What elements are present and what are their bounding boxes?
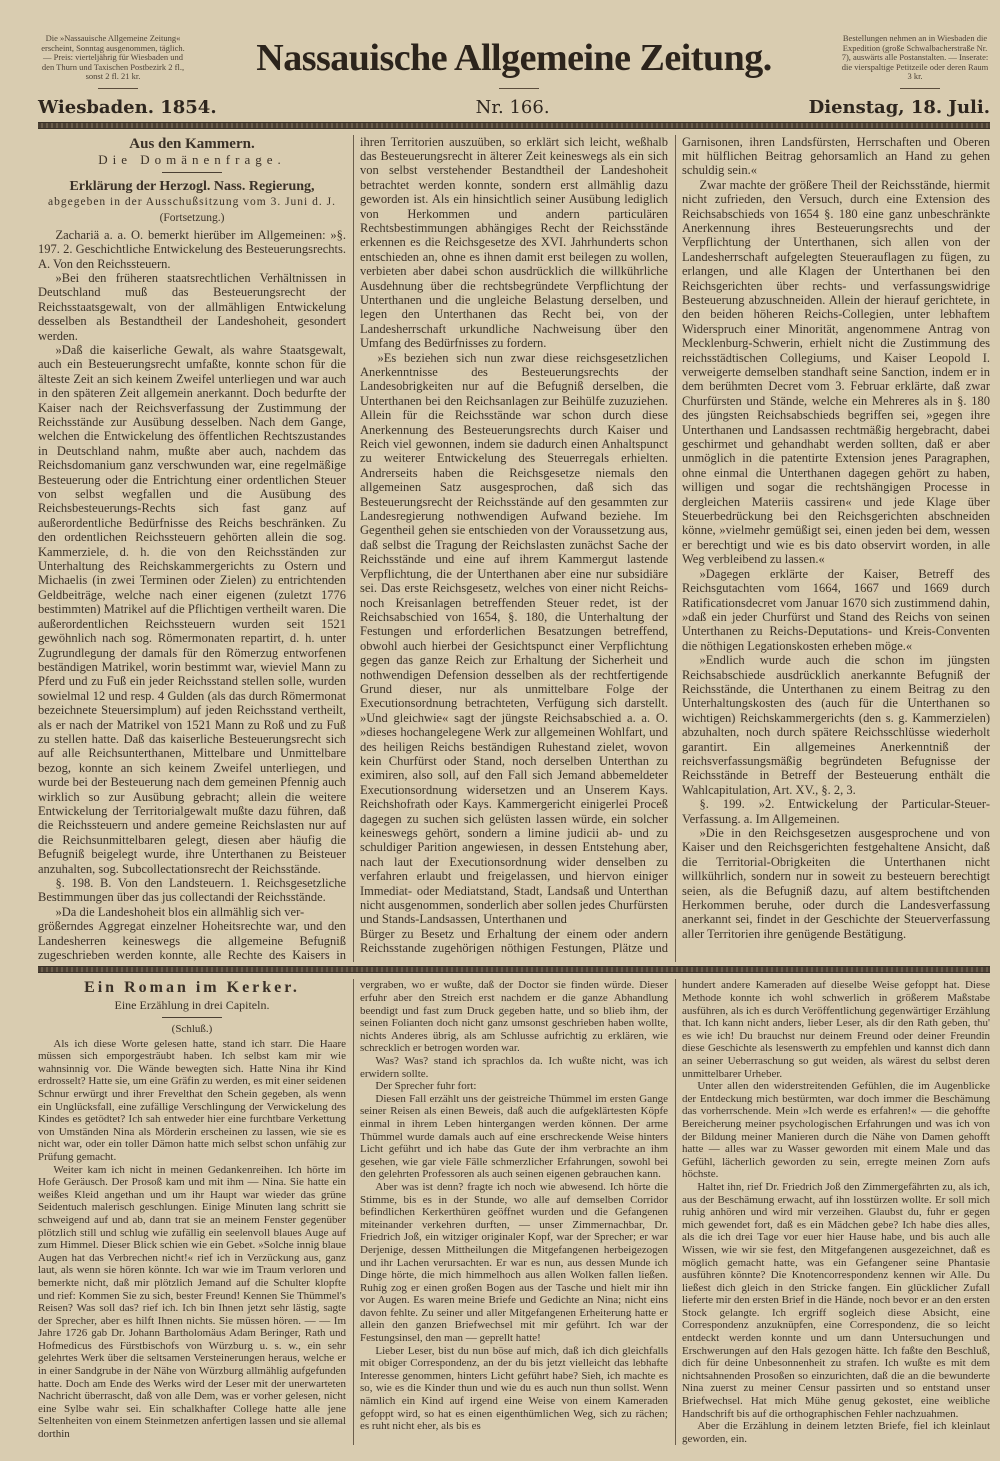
divider	[162, 1017, 222, 1018]
feuilleton-subtitle: Eine Erzählung in drei Capiteln.	[114, 998, 270, 1013]
section-heading: Aus den Kammern.	[129, 135, 255, 152]
place-year: Wiesbaden. 1854.	[38, 96, 217, 118]
continuation-note: (Schluß.)	[171, 1023, 213, 1036]
article-subtitle: abgegeben in der Ausschußsitzung vom 3. Juni d. J.	[48, 195, 336, 208]
paragraph: »Daß die kaiserliche Gewalt, als wahre Staatsgewalt, auch ein Besteuerungsrecht umfaßte, konnte schon für die älteste Zeit an sich keinem Zweifel unterliegen und war auch in den späteren Zeit allgemein anerkannt. Doch bedurfte der Kaiser nach der Reichsverfassung der Zustimmung der Reichsstände zur Ausübung desselben. Nach dem Gange, welchen die Entwickelung des öffentlichen Rechtszustandes in Deutschland nahm, mußte aber auch, nachdem das Reichsdomanium ganz verschwunden war, eine regelmäßige Besteuerung oder die Entrichtung einer ordentlichen Steuer von selbst wegfallen und die Ausübung des Reichsbesteuerungs-Rechts sich fast ganz auf außerordentliche Bedürfnisse des Reichs beschränken. Zu den ordentlichen Reichssteuern gehörten allein die sog. Kammerziele, d. h. die von den Reichsständen zur Unterhaltung des Reichskammergerichts zu Ostern und Michaelis (in zwei Terminen oder Zielen) zu entrichtenden Geldbeiträge, welche nach einer eigenen (zuletzt 1776 bestimmten) Matrikel auf die Pflichtigen vertheilt waren. Die außerordentlichen Reichssteuern wurden seit 1521 gewöhnlich nach sog. Römermonaten repartirt, d. h. unter Zugrundlegung der damals für den Römerzug entworfenen beständigen Matrikel, worin bestimmt war, wieviel Mann zu Pferd und zu Fuß ein jeder Reichsstand stellen solle, wurden sowielmal 12 und resp. 4 Gulden (als das durch Römermonat bezeichnete Steuersimplum) auf jeden Reichsstand vertheilt, als er nach der Matrikel von 1521 Mann zu Roß und zu Fuß zu stellen hatte. Daß das kaiserliche Besteuerungsrecht sich auf alle Reichsunterthanen, Mittelbare und Unmittelbare bezog, konnte an sich keinem Zweifel unterliegen, und wurde bei der Besteuerung nach dem gemeinen Pfennig auch wirklich so zur Ausübung gebracht; allein die weitere Entwickelung der Territorialgewalt mußte dazu führen, daß die Reichssteuern und andere gemeine Reichslasten nur auf die Reichsunmittelbaren gelegt, diesen aber häufig die Befugniß beigelegt wurde, ihre Unterthanen zu Beisteuer anzuhalten, sog. Subcollectationsrecht der Reichsstände.	[38, 342, 346, 876]
paragraph: »Die in den Reichsgesetzen ausgesprochene und von Kaiser und den Reichsgerichten festgehaltene Ansicht, daß die Territorial-Obrigkeiten die Unterthanen nicht willkührlich, sondern nur in soweit zu besteuern berechtigt seien, als die Befugniß dazu, auf altem bestiftchenden Herkommen beruhe, oder durch die Landesverfassung anerkannt sei, findet in der Geschichte der Steuerverfassung aller Territorien ihre genügende Bestätigung.	[682, 826, 990, 941]
paragraph: Weiter kam ich nicht in meinen Gedankenreihen. Ich hörte im Hofe Geräusch. Der Prosoß kam und mit ihm — Nina. Sie hatte ein weißes Kleid angethan und um ihr Haupt war wieder das grüne Seidentuch malerisch geschlungen. Einige Minuten lang schritt sie schweigend auf und ab, dann trat sie an meinem Fenster gegenüber plötzlich still und schlug wie zufällig ein seelenvoll blaues Auge auf zum Himmel. Dieser Blick schien wie ein Gebet. »Solche innig blaue Augen hat das Verbrechen nicht!« rief ich in Verzückung aus, ganz laut, als wenn sie hören könnte. Ich war wie im Traum verloren und bemerkte nicht, daß mir plötzlich Jemand auf die Schulter klopfte und rief: Kommen Sie zu sich, bester Freund! Kennen Sie Thümmel's Reisen? Was soll das? rief ich. Ich bin Ihnen jetzt sehr lästig, sagte der Sprecher, aber es hilft Ihnen nichts. Sie müssen hören. — — Im Jahre 1726 gab Dr. Johann Bartholomäus Adam Beringer, Rath und Hofmedicus des Fürstbischofs von Würzburg u. s. w., ein sehr gelehrtes Werk über die seltsamen Versteinerungen heraus, welche er in einer Sandgrube in der Nähe von Würzburg allmählig aufgefunden hatte. Doch am Ende des Werks wird der Leser mit der unerwarteten Nachricht überrascht, daß von alle Dem, was er vorher gelesen, nicht eine Sylbe wahr sei. Ein schalkhafter College hatte alle jene Seltenheiten von einem Steinmetzen anfertigen lassen und sie allemal dorthin	[38, 1163, 346, 1441]
paragraph: Haltet ihn, rief Dr. Friedrich Joß den Zimmergefährten zu, als ich, aus der Beschämung erwacht, auf ihn losstürzen wollte. Er soll mich ruhig anhören und wird mir verzeihen. Glaubst du, fuhr er gegen mich gewendet fort, daß es ein Mädchen gebe? Ich habe dies alles, als die ich drei Tage vor euer hier Hause habe, und bis auch alle Wissen, wie wir sie fest, den Mitgefangenen ausgezeichnet, daß es möglich gemacht hatte, was ein Gefangener seine Phantasie ausführen könnte? Die Knotencorrespondenz kennen wir Alle. Du ließest dich gleich in den Stricke fangen. Ein glücklicher Zufall lieferte mir den ersten Brief in die Hände, noch bevor er an den ersten Stock gelangte. Ich ergriff sogleich diese Absicht, eine Correspondenz anzuknüpfen, eine Correspondenz, die so leicht entdeckt werden konnte und um dann Untersuchungen und Erschwerungen auf den Hals gezogen hätte. Ich faßte den Beschluß, dich für deine Unbesonnenheit zu strafen. Ich wußte es mit dem nichtsahnenden Prosoßen so einzurichten, daß die an die bewunderte Nina zuerst zu meiner Censur passirten und so entstand unser Briefwechsel. Hat mich Mühe genug gekostet, eine weibliche Handschrift bis auf die orthographischen Fehler nachzuahmen.	[682, 1180, 990, 1420]
issue-date: Dienstag, 18. Juli.	[808, 96, 990, 118]
topic-heading: Die Domänenfrage.	[98, 151, 286, 167]
paragraph: vergraben, wo er wußte, daß der Doctor sie finden würde. Dieser erfuhr aber den Streich erst nachdem er die ganze Abhandlung beendigt und fast zum Druck gegeben hatte, und so blieb ihm, der seinen Folianten doch nicht ganz umsonst geschrieben haben wollte, nichts Anderes übrig, als am Schlusse aufrichtig zu erklären, wie schrecklich er betrogen worden war.	[360, 979, 668, 1055]
paragraph: §. 199. »2. Entwickelung der Particular-Steuer-Verfassung. a. Im Allgemeinen.	[682, 797, 990, 826]
feuilleton-rule	[38, 966, 990, 973]
paragraph: größerndes Aggregat einzelner Hoheitsrechte war, und den Landesherren keineswegs die allgemeine Befugniß zugeschrieben werden konnte, alle Rechte des Kaisers in ihren Territorien auszuüben, so erklärt sich leicht, weßhalb das Besteuerungsrecht in älterer Zeit keineswegs als ein sich von selbst verstehender Bestandtheil der Landeshoheit betrachtet werden konnte, sondern erst allmählig dazu geworden ist. Als ein hinsichtlich seiner Ausübung lediglich von Herkommen und andern particulären Rechtsbestimmungen abhängiges Recht der Reichsstände erkennen es die Reichsgesetze des XVI. Jahrhunderts schon entschieden an, ohne es ihnen damit erst beilegen zu wollen, verbieten aber dabei schon ausdrücklich die willkührliche Ausdehnung über die rechtsbegründete Verpflichtung der Unterthanen und die ungleiche Belastung derselben, und legen den Unterthanen das Recht bei, von der Landesherrschaft urkundliche Nachweisung über den Umfang des Bedürfnisses zu fordern.	[38, 134, 668, 963]
paragraph: §. 198. B. Von den Landsteuern. 1. Reichsgesetzliche Bestimmungen über das jus collectandi der Reichsstände.	[38, 876, 346, 905]
continuation-note: (Fortsetzung.)	[159, 212, 225, 225]
article-columns	[38, 135, 990, 963]
divider	[162, 172, 222, 173]
subscription-notice: Die »Nassauische Allgemeine Zeitung« erscheint, Sonntag ausgenommen, täglich. — Preis: vierteljährig für Wiesbaden und den Thurn und Taxischen Postbezirk 2 fl., sonst 2 fl. 21 kr.	[41, 33, 185, 81]
paragraph: Der Sprecher fuhr fort:	[375, 1080, 477, 1093]
article-title: Erklärung der Herzogl. Nass. Regierung,	[69, 178, 315, 194]
paragraph: Aber was ist denn? fragte ich noch wie abwesend. Ich hörte die Stimme, bis es in der Stunde, wo alle auf demselben Corridor befindlichen Kerkerthüren geöffnet wurden und die Gefangenen miteinander verkehren durften, — unser Zimmernachbar, Dr. Friedrich Joß, ein witziger originaler Kopf, war der Sprecher; er war Derjenige, dessen Mittheilungen die Mitgefangenen herbeigezogen und ihr Lachen verursachten. Er war es nun, aus dessen Munde ich Dinge hörte, die mich himmelhoch aus allen Wolken fallen ließen. Ruhig zog er einen großen Bogen aus der Tasche und hielt mir ihn vor Augen. Es waren meine Briefe und Gedichte an Nina; nicht eins davon fehlte. Zu seiner und aller Mitgefangenen Erheiterung hatte er allein den ganzen Briefwechsel mit mir geführt. Ich war der Festungsinsel, den man — geprellt hatte!	[360, 1180, 668, 1345]
masthead	[38, 34, 990, 82]
feuilleton-columns	[38, 979, 990, 1445]
divider	[98, 88, 138, 89]
paragraph: »Bei den früheren staatsrechtlichen Verhältnissen in Deutschland muß das Besteuerungsrecht der Reichsstaatsgewalt, von der allmähligen Entwickelung desselben als Bestandtheil der Landeshoheit, gesondert werden.	[38, 270, 346, 343]
paragraph: »Dagegen erklärte der Kaiser, Betreff des Reichsgutachten vom 1664, 1667 und 1669 durch Ratificationsdecret vom Januar 1670 sich zustimmend dahin, »daß ein jeder Churfürst und Stand des Reichs von seinen Unterthanen zu Reichs-Deputations- und Kreis-Conventen die nöthigen Legationskosten erheben möge.«	[682, 566, 990, 653]
paragraph: Diesen Fall erzählt uns der geistreiche Thümmel im ersten Gange seiner Reisen als einen Beweis, daß auch die aufgeklärtesten Köpfe einmal in ihrem Leben hintergangen werden können. Der arme Thümmel wurde damals auch auf eine erschreckende Weise hinters Licht geführt und ich habe das Gute der ihm verbrachte an ihm gesehen, wie gar viele Fälle schmerzlicher Erfahrungen, sowohl bei den gelehrten Professoren als auch seinen eigenen gebrauchen kann.	[360, 1092, 668, 1181]
divider	[499, 88, 539, 89]
masthead-rule	[38, 122, 990, 129]
paragraph: Zachariä a. a. O. bemerkt hierüber im Allgemeinen: »§. 197. 2. Geschichtliche Entwickelung des Besteuerungsrechts. A. Von den Reichssteuern.	[38, 227, 346, 271]
newspaper-page	[38, 0, 990, 1451]
paragraph: Als ich diese Worte gelesen hatte, stand ich starr. Die Haare müssen sich emporgesträubt haben. Ich selbst kam mir wie wahnsinnig vor. Die Wände bewegten sich. Hatte Nina ihr Kind erdrosselt? Hatte sie, um eine Gräfin zu werden, es mit einer seidenen Schnur erwürgt und ihrer Frevelthat den Schein gegeben, als wenn ein Unglücksfall, eine zufällige Verschlingung der Verwickelung des Kindes es getödtet? Ich sah entweder hier eine furchtbare Verkettung von Umständen Nina als Mörderin erscheinen zu lassen, wie sie es nicht war, oder ein toller Dämon hatte mich selbst schon unfähig zur Prüfung gemacht.	[38, 1037, 346, 1163]
paragraph: Was? Was? stand ich sprachlos da. Ich wußte nicht, was ich erwidern sollte.	[360, 1055, 668, 1080]
paragraph: Zwar machte der größere Theil der Reichsstände, hiermit nicht zufrieden, den Versuch, durch eine Extension des Reichsabschieds von 1654 §. 180 eine ganz unbeschränkte Anerkennung ihres Besteuerungsrechts und der Verpflichtung der Unterthanen, sich allen von der Landesherrschaft aufgelegten Steuerauflagen zu fügen, zu erlangen, und alle Klagen der Unterthanen bei den Reichsgerichten über rechts- und verfassungswidrige Besteuerung abzuschneiden. Allein der hierauf gerichtete, in den beiden höheren Reichs-Collegien, unter lebhaftem Widerspruch einer Minorität, angenommene Antrag von Mecklenburg-Schwerin, erhielt nicht die Zustimmung des reichsstädtischen Collegiums, und Kaiser Leopold I. verweigerte demselben standhaft seine Sanction, indem er in dem berühmten Decret vom 3. Februar erklärte, daß zwar Churfürsten und Stände, welche ein Mehreres als in §. 180 des jüngsten Reichsabschieds begriffen sei, »gegen ihre Unterthanen und Landsassen rechtmäßig hergebracht, dabei geschirmet und gehandhabt werden sollten, daß er aber unmöglich in die patentirte Extension jenes Paragraphen, ohne einmal die Unterthanen dagegen gehört zu haben, willigen und sogar die rechtshängigen Processe in dergleichen Materiis cassiren« und jede Klage über Steuerbedrückung bei den Reichsgerichten abschneiden könne, »vielmehr gemüßigt sei, einen jeden bei dem, wessen er berechtigt und wie es bis dato observirt worden, in alle Weg verbleibend zu lassen.«	[682, 177, 990, 567]
paragraph: Aber die Erzählung in deinem letzten Briefe, fiel ich kleinlaut geworden, ein.	[682, 1420, 990, 1445]
paragraph: Unter allen den widerstreitenden Gefühlen, die im Augenblicke der Entdeckung mich bestürmten, war doch immer die Beschämung das vorherrschende. Mein »Ich werde es erfahren!« — die gehoffte Bereicherung meiner psychologischen Erfahrungen und was ich von der Bildung meiner Manieren durch die Nähe von Damen gehofft hatte — alles war zu Wasser geworden mit einem Male und das Gefühl, lächerlich geworden zu sein, erregte meinen Zorn aufs höchste.	[682, 1080, 990, 1181]
divider-row	[38, 88, 990, 89]
divider	[900, 88, 940, 89]
paragraph: »Endlich wurde auch die schon im jüngsten Reichsabschiede ausdrücklich anerkannte Befugniß der Reichsstände, die Unterthanen zu einem Beitrag zu den Unterhaltungskosten des (auch für die Unterthanen so wichtigen) Reichskammergerichts (den s. g. Kammerzielen) abzuhalten, noch durch spätere Reichsschlüsse wiederholt garantirt. Ein allgemeines Anerkenntniß der reichsverfassungsmäßig begründeten Befugnisse der Reichsstände in Betreff der Besteuerung enthält die Wahlcapitulation, Art. XV., §. 2, 3.	[682, 653, 990, 797]
orders-notice: Bestellungen nehmen an in Wiesbaden die Expedition (große Schwalbacherstraße Nr. 7), auswärts alle Postanstalten. — Inserate: die vierspaltige Petitzeile oder deren Raum 3 kr.	[841, 33, 989, 81]
paragraph: Lieber Leser, bist du nun böse auf mich, daß ich dich gleichfalls mit obiger Correspondenz, an der du bis jetzt vielleicht das lebhafte Interesse genommen, hinters Licht geführt habe? Sieh, ich machte es so, wie es die Kinder thun und wie du es auch nun thun sollst. Wenn nämlich ein Kind auf irgend eine Weise von einem Kameraden gefoppt wird, so hat es einen eigenthümlichen Weg, sich zu rächen; es ruht nicht eher, als bis es	[360, 1344, 668, 1433]
newspaper-title: Nassauische Allgemeine Zeitung.	[256, 36, 772, 79]
paragraph: Bürger zu Besetz und Erhaltung der einem oder andern Reichsstande zugehörigen nöthigen Festungen, Plätze und Garnisonen, ihren Landsfürsten, Herrschaften und Oberen mit hülflichen Beitrag gehorsamlich an Hand zu gehen schuldig sein.«	[360, 134, 990, 956]
feuilleton-title: Ein Roman im Kerker.	[84, 979, 300, 997]
issue-number: Nr. 166.	[475, 96, 550, 118]
paragraph: »Es beziehen sich nun zwar diese reichsgesetzlichen Anerkenntnisse des Besteuerungsrechts der Landesobrigkeiten nur auf die Befugniß derselben, die Unterthanen bei den Reichsanlagen zur Beihülfe zuzuziehen. Allein für die Reichsstände war schon durch diese Anerkennung des Besteuerungsrechts durch Kaiser und Reich viel gewonnen, indem sie dadurch einen Anhaltspunct zu weiterer Entwickelung des Steuerregals erhielten. Andrerseits haben die Reichsgesetze niemals den allgemeinen Satz ausgesprochen, daß sich das Besteuerungsrecht der Reichsstände auf den gesammten zur Landesregierung nothwendigen Aufwand beziehe. Im Gegentheil gehen sie entschieden von der Voraussetzung aus, daß selbst die Tragung der Reichslasten zunächst Sache der Reichsstände und eine auf ihrem Kammergut lastende Verpflichtung, die der Unterthanen aber eine nur subsidiäre sei. Das erste Reichsgesetz, welches von einer nicht Reichs- noch Kreisanlagen betreffenden Steuer redet, ist der Reichsabschied von 1654, §. 180, die Unterhaltung der Festungen und erforderlichen Besatzungen betreffend, obwohl auch hierbei der Gesichtspunct einer Verpflichtung gegen das ganze Reich zur Erhaltung der Sicherheit und nothwendigen Defension desselben als der rechtfertigende Grund dieser, nur als unmittelbare Folge der Executionsordnung betrachteten, Verfügung sich darstellt. »Und gleichwie« sagt der jüngste Reichsabschied a. a. O. »dieses hochangelegene Werk zur allgemeinen Wohlfart, und des heiligen Reichs beständigen Ruhestand zielet, wovon kein Churfürst oder Stand, noch derselben Unterthan zu eximiren, also soll, auf den Fall sich Jemand abbemeldeter Executionsordnung widersetzen und an Unserem Kays. Reichshofrath oder Kays. Kammergericht einigerlei Proceß dagegen zu suchen sich gelüsten lassen würde, ein solcher keineswegs gehört, sondern a limine judicii ab- und zu schuldiger Parition angewiesen, in dessen Entstehung aber, nach laut der Executionsordnung wider denselben zu verfahren erlaubt und freigelassen, und hiervon einiger Immediat- oder Mediatstand, Stadt, Landsaß und Unterthan nicht ausgenommen, sonderlich aber sollen jedes Churfürsten und Stands-Landsassen, Unterthanen und	[360, 350, 668, 927]
paragraph: hundert andere Kameraden auf dieselbe Weise gefoppt hat. Diese Methode konnte ich wohl schwerlich in größerem Maßstabe ausführen, als ich es durch Veröffentlichung gegenwärtiger Erzählung that. Ich kann nicht anders, lieber Leser, als dir den Rath geben, thu' es wie ich! Du brauchst nur deinem Freund oder deiner Freundin diese Geschichte als lesenswerth zu empfehlen und kannst dich dann an seiner Ueberraschung so gut weiden, als wärest du selbst deren unmittelbarer Urheber.	[682, 979, 990, 1080]
dateline	[38, 97, 990, 118]
paragraph: »Da die Landeshoheit blos ein allmählig sich ver-	[55, 904, 305, 919]
